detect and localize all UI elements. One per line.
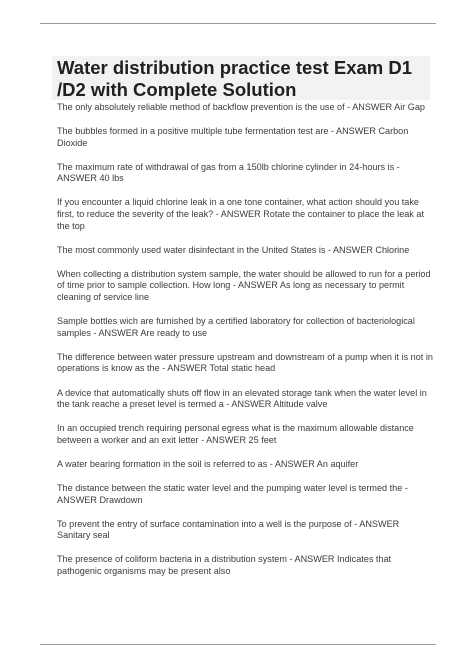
qa-item: The most commonly used water disinfectant in the United States is - ANSWER Chlorine xyxy=(57,244,410,255)
qa-item: If you encounter a liquid chlorine leak in a one tone container, what action should you take first, to reduce the severity of the leak? - ANSWER Rotate the container to place the leak at the top xyxy=(57,197,424,231)
question-answer-list xyxy=(57,102,435,590)
bottom-divider xyxy=(40,644,436,645)
qa-item: The only absolutely reliable method of backflow prevention is the use of - ANSWER Air Gap xyxy=(57,102,425,112)
qa-item: To prevent the entry of surface contamination into a well is the purpose of - ANSWER Sanitary seal xyxy=(57,518,400,541)
qa-item: The distance between the static water level and the pumping water level is termed the - ANSWER Drawdown xyxy=(57,482,408,505)
qa-item: In an occupied trench requiring personal egress what is the maximum allowable distance between a worker and an exit letter - ANSWER 25 feet xyxy=(57,423,414,445)
qa-item: A device that automatically shuts off flow in an elevated storage tank when the water level in the tank reache a preset level is termed a - ANSWER Altitude valve xyxy=(57,387,427,410)
top-divider xyxy=(40,23,436,24)
qa-item: The maximum rate of withdrawal of gas from a 150lb chlorine cylinder in 24-hours is - ANSWER 40 lbs xyxy=(57,161,400,184)
page-title: Water distribution practice test Exam D1 /D2 with Complete Solution xyxy=(57,57,413,100)
qa-item: Sample bottles wich are furnished by a certified laboratory for collection of bacteriological samples - ANSWER Are ready to use xyxy=(57,316,415,338)
qa-item: When collecting a distribution system sample, the water should be allowed to run for a period of time prior to sample collection. How long - ANSWER As long as necessary to permit cleaning of service line xyxy=(57,268,431,303)
qa-item: The bubbles formed in a positive multiple tube fermentation test are - ANSWER Carbon Dioxide xyxy=(57,126,409,148)
qa-item: The difference between water pressure upstream and downstream of a pump when it is not in operations is know as the - ANSWER Total static head xyxy=(57,351,433,374)
qa-item: A water bearing formation in the soil is referred to as - ANSWER An aquifer xyxy=(57,458,359,469)
qa-item: The presence of coliform bacteria in a distribution system - ANSWER Indicates that pathogenic organisms may be present also xyxy=(57,554,392,576)
